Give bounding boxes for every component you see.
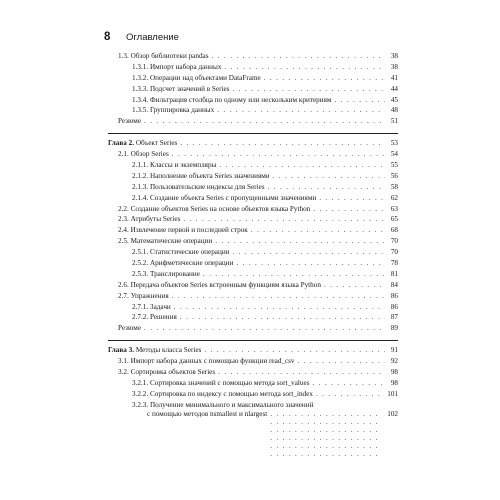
leader-dots (219, 161, 385, 169)
leader-dots (316, 390, 384, 398)
toc-entry[interactable] (108, 172, 398, 183)
toc-page-number: 41 (390, 73, 398, 82)
toc-entry[interactable] (108, 183, 398, 194)
page-number: 8 (104, 31, 111, 43)
toc-chapter-entry[interactable] (108, 346, 398, 357)
toc-entry-title: 3.1. Импорт набора данных с помощью функции read_csv (118, 357, 295, 366)
leader-dots (232, 85, 385, 93)
toc-page-number: 86 (390, 291, 398, 300)
toc-entry-title-continued: с помощью методов nsmallest и nlargest (147, 409, 268, 418)
toc-page-number: 102 (387, 409, 398, 418)
leader-dots (313, 379, 386, 387)
toc-entry-title: 2.7.1. Задачи (132, 302, 171, 311)
toc-entry-title: 2.5. Математические операции (118, 237, 213, 246)
toc-entry-title: 2.2. Создание объектов Series на основе объектов языка Python (118, 204, 311, 213)
toc-entry[interactable] (108, 96, 398, 107)
toc-entry[interactable] (108, 390, 398, 401)
toc-entry-title: 1.3.1. Импорт набора данных (132, 62, 222, 71)
toc-entry-title: Резюме (118, 117, 142, 126)
toc-entry[interactable] (108, 226, 398, 237)
toc-page-number: 55 (390, 161, 398, 170)
toc-page-number: 56 (390, 171, 398, 180)
leader-dots (174, 303, 385, 311)
toc-entry[interactable] (108, 401, 398, 458)
toc-page-number: 45 (390, 95, 398, 104)
toc-entry[interactable] (108, 368, 398, 379)
toc-entry-title: 1.3.3. Подсчет значений в Series (132, 84, 230, 93)
toc-entry-title: 2.4. Извлечение первой и последней строк (118, 226, 248, 235)
leader-dots (270, 410, 384, 458)
toc-entry[interactable] (108, 85, 398, 96)
toc-entry[interactable] (108, 106, 398, 117)
toc-page-number: 53 (390, 139, 398, 148)
leader-dots (215, 237, 385, 245)
leader-dots (334, 96, 385, 104)
toc-entry-title: 2.1.3. Пользовательские индексы для Series (132, 182, 265, 191)
section-divider (108, 340, 398, 341)
toc-page-number: 68 (390, 226, 398, 235)
leader-dots (217, 106, 385, 114)
toc-page-number: 70 (390, 237, 398, 246)
toc-entry-title: 2.1.4. Создание объекта Series с пропущенными значениями (132, 193, 317, 202)
toc-entry-title: 2.6. Передача объектов Series встроенным функциям языка Python (118, 280, 321, 289)
leader-dots (298, 357, 385, 365)
toc-entry-title: 1.3. Обзор библиотеки pandas (118, 52, 209, 60)
running-title: Оглавление (126, 32, 179, 43)
toc-entry[interactable] (108, 74, 398, 85)
toc-entry-title: 2.7.2. Решения (132, 313, 177, 322)
toc-entry-title: 2.7. Упражнения (118, 291, 169, 300)
toc-page-number: 44 (390, 84, 398, 93)
leader-dots (273, 172, 385, 180)
toc-entry-title: 1.3.5. Группировка данных (132, 106, 215, 115)
leader-dots (236, 259, 385, 267)
leader-dots (212, 52, 385, 60)
toc-entry[interactable] (108, 117, 398, 128)
toc-entry-title: 2.3. Атрибуты Series (118, 215, 181, 224)
toc-entry-title: Глава 3. Методы класса Series (108, 346, 202, 355)
chapter-label: Глава 3. (108, 346, 136, 355)
toc-page-number: 86 (390, 302, 398, 311)
toc-page-number: 54 (390, 150, 398, 159)
leader-dots (324, 281, 385, 289)
toc-entry[interactable] (108, 248, 398, 259)
toc-page-number: 101 (387, 389, 398, 398)
toc-entry[interactable] (108, 194, 398, 205)
toc-chapter-entry[interactable] (108, 139, 398, 150)
toc-entry-title: 3.2. Сортировка объектов Series (118, 368, 216, 377)
section-divider (108, 133, 398, 134)
toc-page-number: 87 (390, 313, 398, 322)
toc-entry-title: 2.1. Обзор Series (118, 150, 169, 159)
toc-page-number: 98 (390, 368, 398, 377)
leader-dots (203, 270, 385, 278)
leader-dots (172, 150, 385, 158)
leader-dots (172, 292, 385, 300)
toc-entry-title: 3.2.2. Сортировка по индексу с помощью метода sort_index (132, 389, 313, 398)
leader-dots (218, 368, 385, 376)
leader-dots (319, 194, 385, 202)
chapter-label: Глава 2. (108, 139, 136, 148)
toc-page-number: 48 (390, 106, 398, 115)
toc-entry[interactable] (108, 215, 398, 226)
table-of-contents (108, 52, 398, 458)
toc-page-number: 65 (390, 215, 398, 224)
toc-entry-title: 2.1.2. Наполнение объекта Series значениями (132, 171, 270, 180)
toc-entry[interactable] (108, 259, 398, 270)
toc-page-number: 70 (390, 248, 398, 257)
toc-entry-title: 2.5.1. Статистические операции (132, 248, 230, 257)
toc-page-number: 84 (390, 280, 398, 289)
toc-page-number: 89 (390, 324, 398, 333)
toc-entry[interactable] (108, 303, 398, 314)
toc-entry[interactable] (108, 357, 398, 368)
toc-entry-title: Глава 2. Объект Series (108, 139, 178, 148)
toc-entry[interactable] (108, 379, 398, 390)
toc-entry-title: 1.3.4. Фильтрация столбца по одному или нескольким критериям (132, 95, 332, 104)
toc-entry-title: 2.1.1. Классы и экземпляры (132, 161, 217, 170)
toc-page-number: 78 (390, 259, 398, 268)
leader-dots (183, 215, 385, 223)
toc-entry[interactable] (108, 237, 398, 248)
toc-page-number: 62 (390, 193, 398, 202)
toc-entry-title: 2.5.3. Транслирование (132, 269, 200, 278)
running-header (104, 31, 179, 43)
toc-entry[interactable] (108, 324, 398, 335)
toc-page-number: 81 (390, 269, 398, 278)
leader-dots (180, 139, 385, 147)
toc-page-number: 98 (390, 378, 398, 387)
leader-dots (144, 117, 385, 125)
toc-page-number: 91 (390, 346, 398, 355)
toc-entry-title: 1.3.2. Операции над объектами DataFrame (132, 73, 261, 82)
leader-dots (144, 324, 385, 332)
toc-entry[interactable] (108, 63, 398, 74)
toc-entry[interactable] (108, 205, 398, 216)
leader-dots (224, 63, 385, 71)
toc-page-number: 58 (390, 182, 398, 191)
leader-dots (233, 248, 385, 256)
leader-dots (251, 226, 385, 234)
toc-page-number: 38 (390, 52, 398, 60)
leader-dots (204, 346, 385, 354)
toc-entry[interactable] (108, 281, 398, 292)
toc-entry[interactable] (108, 292, 398, 303)
toc-page-number: 38 (390, 62, 398, 71)
toc-entry[interactable] (108, 313, 398, 324)
leader-dots (313, 205, 385, 213)
toc-entry[interactable] (108, 270, 398, 281)
toc-entry[interactable] (108, 150, 398, 161)
leader-dots (264, 74, 385, 82)
toc-entry[interactable] (108, 52, 398, 63)
toc-entry-title: Резюме (118, 324, 142, 333)
toc-page-number: 63 (390, 204, 398, 213)
toc-page-number: 92 (390, 357, 398, 366)
toc-entry-title: 3.2.1. Сортировка значений с помощью метода sort_values (132, 378, 310, 387)
toc-page-number: 51 (390, 117, 398, 126)
toc-entry-title: 2.5.2. Арифметические операции (132, 259, 234, 268)
leader-dots (268, 183, 385, 191)
toc-entry[interactable] (108, 161, 398, 172)
toc-entry-title: 3.2.3. Получение минимального и максимального значений (132, 400, 314, 409)
leader-dots (180, 313, 385, 321)
